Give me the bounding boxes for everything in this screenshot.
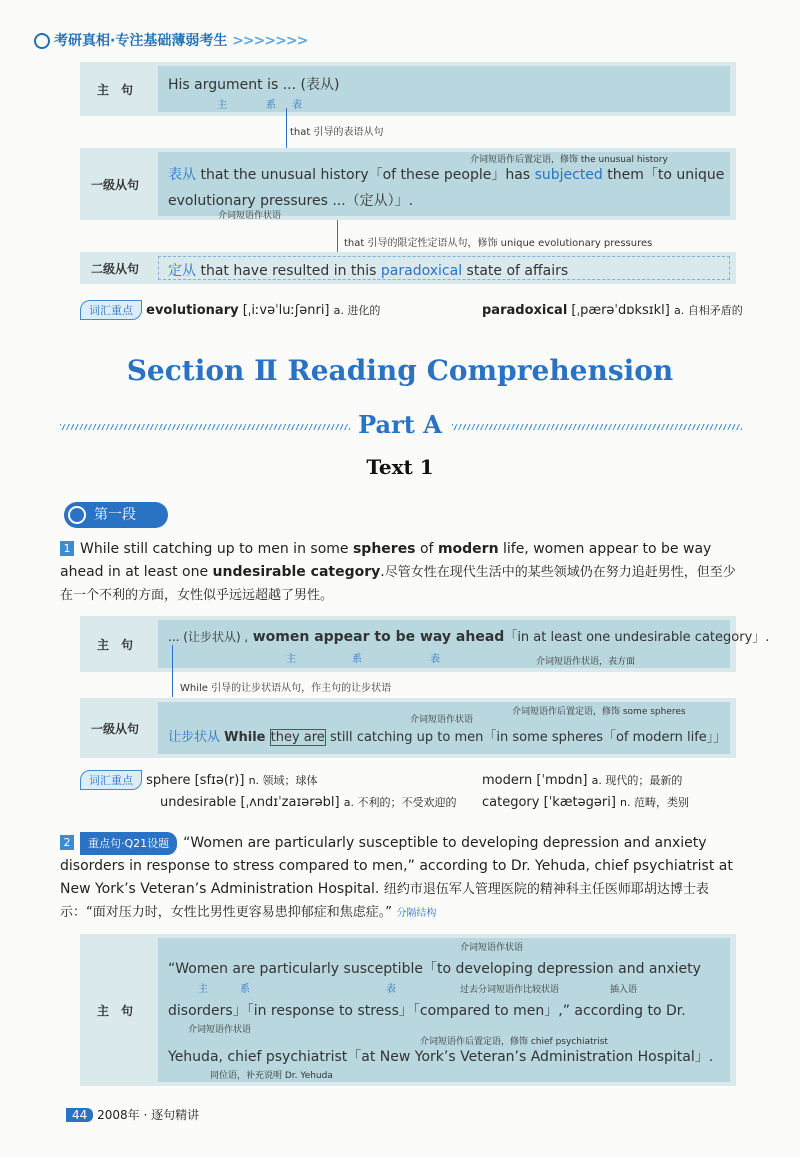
block1-main-clause: 主 句 His argument is ... (表从) 主 系 表 (80, 62, 736, 116)
vocab-row-2c: undesirable [ˌʌndɪˈzaɪərəbl] a. 不利的；不受欢迎的 (160, 795, 457, 810)
brand-logo-icon (34, 33, 50, 49)
key-sentence-tag: 重点句·Q21设题 (80, 832, 177, 855)
vocab-row-2a: 词汇重点 sphere [sfɪə(r)] n. 领域；球体 (80, 770, 318, 790)
vocab-row-1b: paradoxical [ˌpærəˈdɒksɪkl] a. 自相矛盾的 (482, 303, 743, 318)
section-title: Section Ⅱ Reading Comprehension (126, 354, 674, 387)
part-title: Part A (358, 410, 442, 439)
block1-level1-clause: 一级从句 介词短语作后置定语，修饰 the unusual history 表从 that the unusual history「of these people」has subjected them「to unique evolutionary pressures ...（定从）」. 介词短语作状语 (80, 148, 736, 220)
vocab-badge: 词汇重点 (80, 300, 142, 320)
vocab-row-1a: 词汇重点 evolutionary [ˌiːvəˈluːʃənri] a. 进化的 (80, 300, 380, 320)
paragraph-tag: 第一段 (64, 502, 168, 528)
vocab-row-2b: modern [ˈmɒdn] a. 现代的；最新的 (482, 773, 683, 788)
paragraph-2: 2 重点句·Q21设题 “Women are particularly susceptible to developing depression and anxiety disorders in response to stress compared to men,” according to Dr. Yehuda, chief psychiatrist at New York’s Veteran’s Administration Hospital. 纽约市退伍军人管理医院的精神科主任医师耶胡达博士表示：“面对压力时，女性比男性更容易患抑郁症和焦虑症。” 分隔结构 (60, 832, 740, 925)
note-concessive-clause: While 引导的让步状语从句，作主句的让步状语 (180, 683, 392, 694)
text-title: Text 1 (366, 455, 434, 479)
paragraph-1: 1 While still catching up to men in some spheres of modern life, women appear to be way ahead in at least one undesirable category.尽管女性在现代生活中的某些领域仍在努力追赶男性，但至少在一个不利的方面，女性似乎远远超越了男性。 (60, 541, 736, 603)
main-clause-text: His argument is ... (表从) (168, 77, 340, 93)
clause-label: 主 句 (96, 82, 133, 97)
block3-main-clause: 主 句 介词短语作状语 “Women are particularly susceptible「to developing depression and anxiety 主 系 表 过去分词短语作比较状语 插入语 disorders」「in response to stress」「compared to men」,” according to Dr. 介词短语作状语 介词短语作后置定语，修饰 chief psychiatrist Yehuda, chief psychiatrist「at New York’s Veteran’s Administration Hospital」. 同位语，补充说明 Dr. Yehuda (80, 934, 736, 1086)
block2-main-clause: 主 句 ... (让步状从) , women appear to be way ahead「in at least one undesirable category」. 主 系 表 介词短语作状语，表方面 (80, 616, 736, 672)
page-footer: 44 2008年 · 逐句精讲 (66, 1106, 199, 1123)
block1-level2-clause: 二级从句 定从 that have resulted in this paradoxical state of affairs (80, 252, 736, 284)
note-attributive-clause: that 引导的限定性定语从句，修饰 unique evolutionary pressures (344, 238, 653, 249)
note-predicative-clause: that 引导的表语从句 (290, 127, 384, 138)
page-header: 考研真相·专注基础薄弱考生 >>>>>>> (34, 30, 307, 50)
block2-level1-clause: 一级从句 介词短语作状语 介词短语作后置定语，修饰 some spheres 让步状从 While they are still catching up to men「in some spheres「of modern life」」 (80, 698, 736, 758)
vocab-row-2d: category [ˈkætəgəri] n. 范畴，类别 (482, 795, 690, 810)
page-number: 44 (66, 1108, 93, 1122)
search-icon (68, 506, 86, 524)
